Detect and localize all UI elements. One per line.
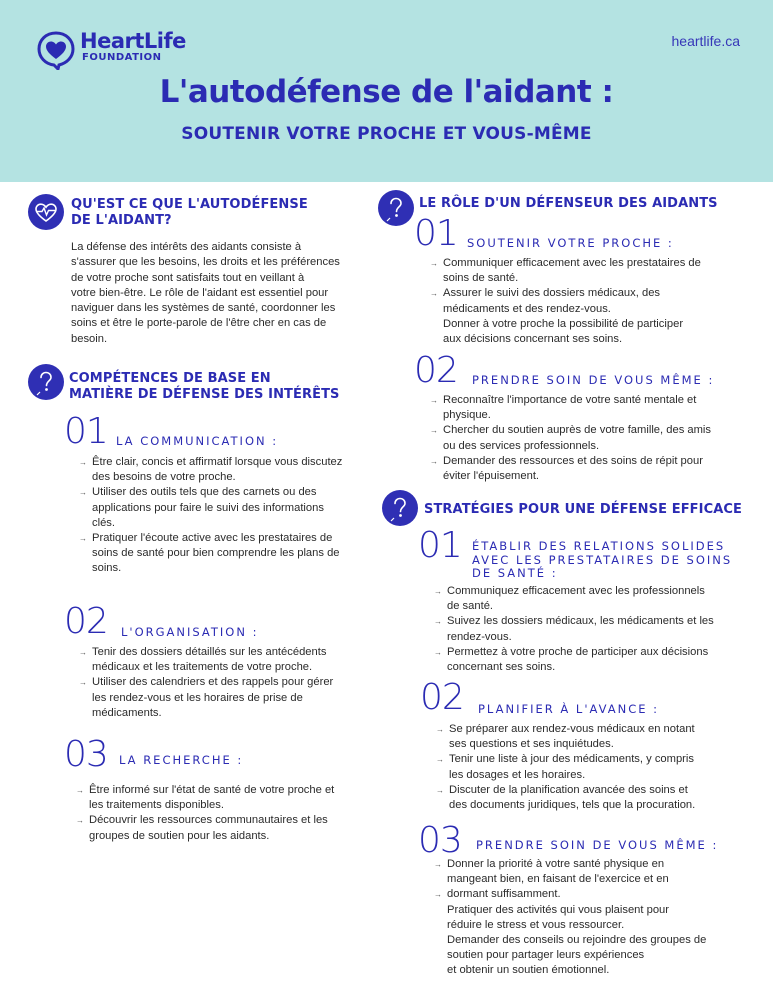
list-item: les dosages et les horaires. [449,768,586,781]
role-number-01: 01 [414,213,458,254]
skill-list-organisation [79,645,384,721]
list-item: → Être clair, concis et affirmatif lorsque vous discutez [79,455,384,470]
skill-number-02: 02 [64,601,108,642]
strategy-list-selfcare [434,857,770,979]
list-item: soins. [92,562,122,575]
header-band [0,0,773,182]
list-item: rendez-vous. [447,630,512,643]
list-item: les rendez-vous et les horaires de prise de [92,691,303,704]
list-item: clés. [92,516,116,529]
strategy-number-03: 03 [418,820,462,861]
skill-label-organisation: L'ORGANISATION : [121,625,259,639]
list-item: soins de santé. [443,272,519,285]
strategy-label-relations: ÉTABLIR DES RELATIONS SOLIDES AVEC LES PRESTATAIRES DE SOINS DE SANTÉ : [472,539,733,580]
list-item: → Communiquer efficacement avec les prestataires de [430,256,765,271]
list-item: réduire le stress et vous ressourcer. [447,918,625,931]
list-item: physique. [443,409,491,422]
list-item: → Discuter de la planification avancée des soins et [436,783,770,798]
list-item: → Donner la priorité à votre santé physique en [434,857,770,872]
list-item: soutien pour partager leurs expériences [447,949,645,962]
list-item: → dormant suffisamment. [434,887,770,902]
list-item: Donner à votre proche la possibilité de participer [443,317,684,330]
role-list-support [430,256,765,347]
strategy-list-relations [434,584,769,675]
heart-chat-icon [36,30,76,70]
question-icon [378,190,414,226]
question-icon [382,490,418,526]
list-item: → Suivez les dossiers médicaux, les médicaments et les [434,614,769,629]
role-label-selfcare: PRENDRE SOIN DE VOUS MÊME : [472,373,715,387]
role-heading: LE RÔLE D'UN DÉFENSEUR DES AIDANTS [419,196,718,211]
skill-number-03: 03 [64,734,108,775]
question-icon [28,364,64,400]
list-item: concernant ses soins. [447,661,556,674]
strategy-list-planning [436,722,770,813]
skill-label-communication: LA COMMUNICATION : [116,434,279,448]
logo-subtitle: FOUNDATION [82,52,162,63]
strategy-number-02: 02 [420,677,464,718]
list-item: Pratiquer des activités qui vous plaisent pour [447,903,670,916]
list-item: médicaments. [92,706,162,719]
strategy-label-selfcare: PRENDRE SOIN DE VOUS MÊME : [476,838,719,852]
list-item: → Chercher du soutien auprès de votre famille, des amis [430,423,768,438]
page-title: L'autodéfense de l'aidant : [159,74,614,110]
list-item: groupes de soutien pour les aidants. [89,829,270,842]
role-list-selfcare [430,393,768,484]
list-item: des besoins de votre proche. [92,471,236,484]
list-item: applications pour faire le suivi des informations [92,501,324,514]
list-item: mangeant bien, en faisant de l'exercice et en [447,873,669,886]
heartbeat-icon [28,194,64,230]
website-link[interactable]: heartlife.ca [671,33,740,49]
list-item: ou des services professionnels. [443,439,600,452]
list-item: → Communiquez efficacement avec les professionnels [434,584,769,599]
list-item: soins de santé pour bien comprendre les plans de [92,547,340,560]
list-item: → Utiliser des calendriers et des rappels pour gérer [79,675,384,690]
skills-heading: COMPÉTENCES DE BASE EN MATIÈRE DE DÉFENSE DES INTÉRÊTS [69,371,340,402]
list-item: médicaux et les traitements de votre proche. [92,661,313,674]
heartlife-logo[interactable] [36,28,196,72]
list-item: ses questions et ses inquiétudes. [449,738,614,751]
strategy-number-01: 01 [418,525,462,566]
strategies-heading: STRATÉGIES POUR UNE DÉFENSE EFFICACE [424,502,743,517]
list-item: → Demander des ressources et des soins de répit pour [430,454,768,469]
role-number-02: 02 [414,350,458,391]
role-label-support: SOUTENIR VOTRE PROCHE : [467,236,674,250]
skill-number-01: 01 [64,411,108,452]
list-item: → Utiliser des outils tels que des carnets ou des [79,485,384,500]
page-subtitle: SOUTENIR VOTRE PROCHE ET VOUS-MÊME [181,124,592,144]
strategy-label-planning: PLANIFIER À L'AVANCE : [478,702,660,716]
list-item: → Assurer le suivi des dossiers médicaux, des [430,286,765,301]
list-item: les traitements disponibles. [89,799,224,812]
skill-label-research: LA RECHERCHE : [119,753,244,767]
list-item: de santé. [447,600,494,613]
skill-list-research [76,783,381,844]
list-item: → Reconnaître l'importance de votre santé mentale et [430,393,768,408]
list-item: Demander des conseils ou rejoindre des groupes de [447,934,707,947]
list-item: → Tenir une liste à jour des médicaments, y compris [436,752,770,767]
list-item: → Pratiquer l'écoute active avec les prestataires de [79,531,384,546]
skill-list-communication [79,455,384,577]
list-item: aux décisions concernant ses soins. [443,333,623,346]
list-item: des documents juridiques, tels que la procuration. [449,799,696,812]
what-paragraph: La défense des intérêts des aidants consiste à s'assurer que les besoins, les droits et les préférences de votre proche sont satisfaits tout en veillant à votre bien-être. Le rôle de l'aidant est essentiel pour naviguer dans les systèmes de santé, coordonner les soins et être le porte-parole de l'être cher en cas de besoin. [71,241,340,345]
what-heading: QU'EST CE QUE L'AUTODÉFENSE DE L'AIDANT? [71,197,308,228]
list-item: et obtenir un soutien émotionnel. [447,964,610,977]
list-item: → Découvrir les ressources communautaires et les [76,813,381,828]
logo-name: HeartLife [80,29,186,53]
list-item: → Se préparer aux rendez-vous médicaux en notant [436,722,770,737]
list-item: → Être informé sur l'état de santé de votre proche et [76,783,381,798]
list-item: médicaments et des rendez-vous. [443,302,611,315]
list-item: → Permettez à votre proche de participer aux décisions [434,645,769,660]
list-item: → Tenir des dossiers détaillés sur les antécédents [79,645,384,660]
list-item: éviter l'épuisement. [443,470,540,483]
